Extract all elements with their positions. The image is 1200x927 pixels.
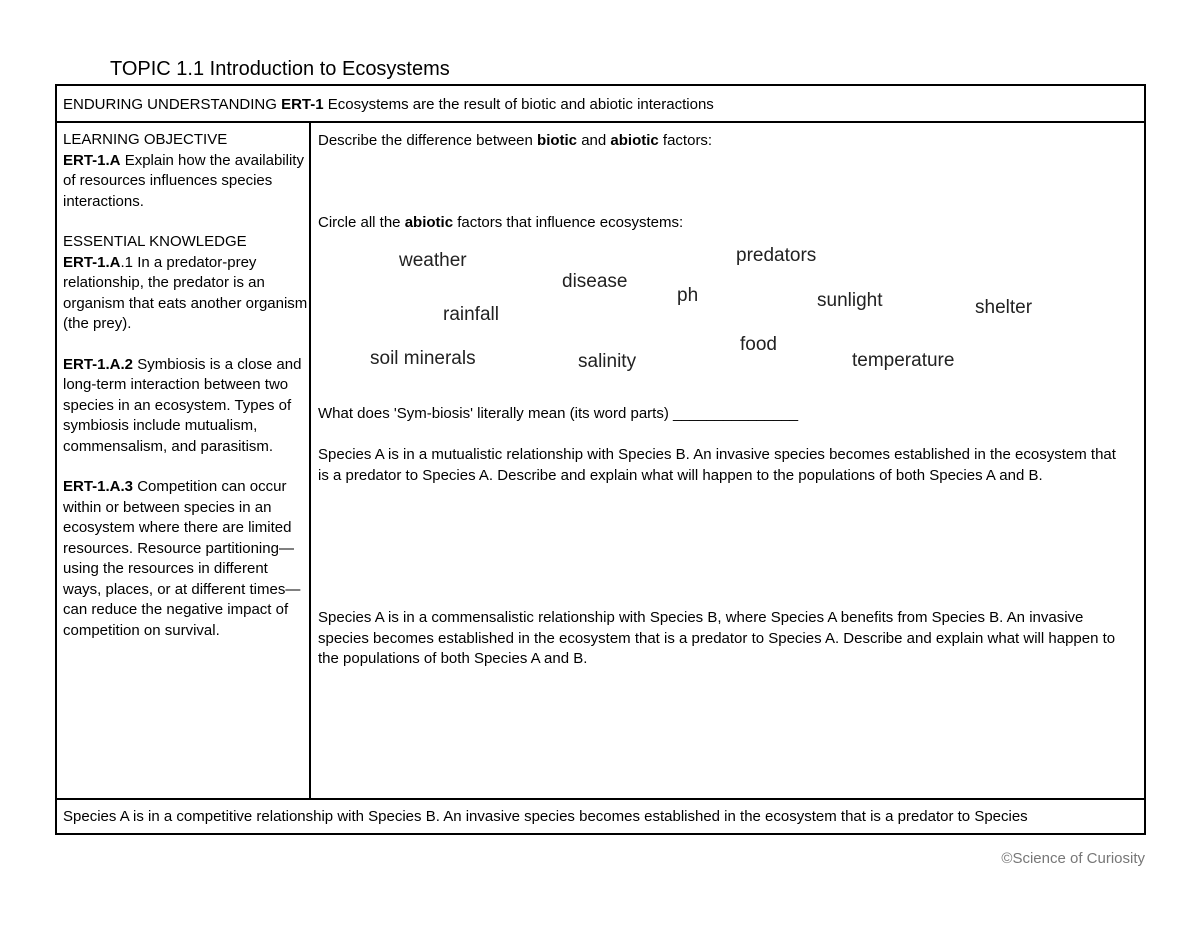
worksheet-table: [55, 84, 1146, 835]
knowledge-text-2: Symbiosis is a close and long-term interaction between two species in an ecosystem. Types of symbiosis include mutualism, commensalism, and parasitism.: [63, 355, 302, 455]
word-sunlight[interactable]: sunlight: [817, 290, 883, 311]
word-salinity[interactable]: salinity: [578, 351, 637, 372]
learning-objective: [63, 130, 309, 212]
objective-heading: LEARNING OBJECTIVE: [63, 131, 228, 148]
word-shelter[interactable]: shelter: [975, 297, 1033, 318]
q1-text-mid: and: [581, 132, 607, 149]
enduring-code: ERT-1: [281, 96, 324, 113]
word-food[interactable]: food: [740, 334, 777, 355]
q2-text-pre: Circle all the: [318, 214, 401, 231]
q1-text-pre: Describe the difference between: [318, 132, 533, 149]
q2-text-post: factors that influence ecosystems:: [457, 214, 684, 231]
question-symbiosis-meaning: What does 'Sym-biosis' literally mean (its word parts) _______________: [318, 405, 799, 422]
word-weather[interactable]: weather: [399, 250, 467, 271]
knowledge-text-3: Competition can occur within or between species in an ecosystem where there are limited resources. Resource partitioning— using the resources in different ways, places, or at different times—can reduce the negative impact of competition on survival.: [63, 478, 301, 639]
knowledge-code-1: ERT-1.A: [63, 253, 121, 271]
copyright-notice: ©Science of Curiosity: [1001, 850, 1145, 867]
q1-bold-abiotic: abiotic: [610, 132, 659, 149]
word-ph[interactable]: ph: [677, 285, 699, 306]
page-title: TOPIC 1.1 Introduction to Ecosystems: [110, 58, 450, 80]
objective-text: Explain how the availability of resources influences species interactions.: [63, 151, 304, 210]
knowledge-code-2: ERT-1.A.2: [63, 355, 134, 373]
word-disease[interactable]: disease: [562, 271, 628, 292]
essential-knowledge-2: [63, 355, 309, 458]
knowledge-code-3: ERT-1.A.3: [63, 478, 134, 495]
essential-knowledge-1: [63, 232, 309, 335]
q1-text-post: factors:: [662, 132, 713, 149]
word-temperature[interactable]: temperature: [852, 350, 955, 371]
enduring-label: ENDURING UNDERSTANDING: [63, 96, 277, 113]
objective-code: ERT-1.A: [63, 151, 121, 169]
questions-column: [311, 123, 1144, 798]
word-predators[interactable]: predators: [736, 245, 817, 266]
knowledge-heading: ESSENTIAL KNOWLEDGE: [63, 233, 247, 250]
word-rainfall[interactable]: rainfall: [443, 304, 499, 325]
enduring-text: Ecosystems are the result of biotic and abiotic interactions: [327, 96, 714, 113]
objectives-column: [57, 123, 311, 798]
question-biotic-abiotic: [318, 131, 1130, 152]
word-soil-minerals[interactable]: soil minerals: [370, 348, 476, 369]
enduring-understanding-row: [57, 86, 1144, 123]
q1-bold-biotic: biotic: [537, 132, 578, 149]
essential-knowledge-3: [63, 477, 309, 641]
q2-bold-abiotic: abiotic: [404, 214, 454, 231]
question-commensalistic: Species A is in a commensalistic relationship with Species B, where Species A benefits from Species B. An invasive species becomes established in the ecosystem that is a predator to Species A. Describe and explain what will happen to the populations of both Species A and B.: [318, 609, 1116, 667]
question-mutualistic: Species A is in a mutualistic relationship with Species B. An invasive species becomes established in the ecosystem that is a predator to Species A. Describe and explain what will happen to the populations of both Species A and B.: [318, 446, 1116, 484]
competitive-question-row: Species A is in a competitive relationship with Species B. An invasive species becomes established in the ecosystem that is a predator to Species: [57, 798, 1144, 833]
knowledge-code-1-suffix: .1: [120, 253, 134, 271]
question-circle-abiotic: [318, 213, 1130, 234]
knowledge-text-1: In a predator-prey relationship, the predator is an organism that eats another organism (the prey).: [63, 253, 308, 332]
